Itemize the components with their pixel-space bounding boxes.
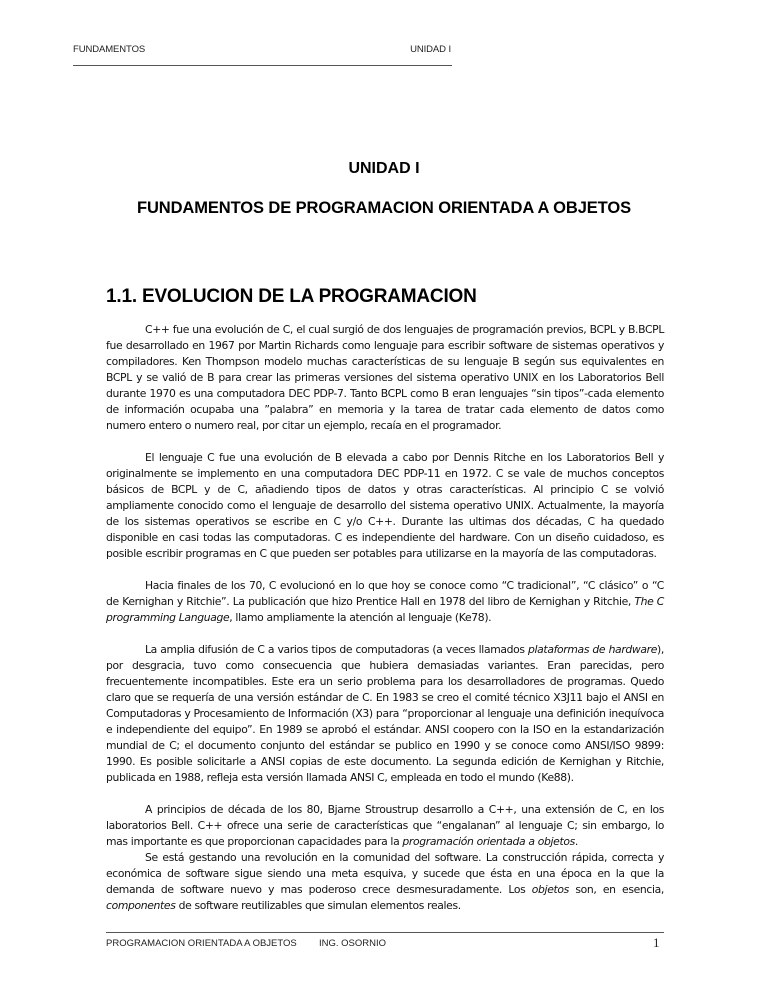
- body-text: [106, 322, 664, 914]
- running-footer-author: ING. OSORNIO: [319, 938, 387, 949]
- paragraph: A principios de década de los 80, Bjarne Stroustrup desarrollo a C++, una extensión de C, en los laboratorios Bell. C++ ofrece una serie de características que “engalanan” al lenguaje C; sin embargo, lo mas importante es que proporcionan capacidades para la programación orientada a objetos.: [106, 803, 664, 848]
- paragraph: La amplia difusión de C a varios tipos de computadoras (a veces llamados plataformas de hardware), por desgracia, tuvo como consecuencia que hubiera demasiadas variantes. Eran parecidas, pero frecuentemente incompatibles. Este era un serio problema para los desarrolladores de programas. Quedo claro que se requería de una versión estándar de C. En 1983 se creo el comité técnico X3J11 bajo el ANSI en Computadoras y Procesamiento de Información (X3) para “proporcionar al lenguaje una definición inequívoca e independiente del equipo”. En 1989 se aprobó el estándar. ANSI coopero con la ISO en la estandarización mundial de C; el documento conjunto del estándar se publico en 1990 y se conoce como ANSI/ISO 9899: 1990. Es posible solicitarle a ANSI copias de este documento. La segunda edición de Kernighan y Ritchie, publicada en 1988, refleja esta versión llamada ANSI C, empleada en todo el mundo (Ke88).: [106, 643, 664, 784]
- emphasized-term: componentes: [106, 899, 176, 912]
- running-header-left: FUNDAMENTOS: [73, 44, 146, 55]
- paragraph: Se está gestando una revolución en la comunidad del software. La construcción rápida, correcta y económica de software sigue siendo una meta esquiva, y sucede que ésta en una época en la que la demanda de software nuevo y mas poderoso crece desmesuradamente. Los objetos son, en esencia, componentes de software reutilizables que simulan elementos reales.: [106, 851, 664, 912]
- footer-divider: [106, 932, 664, 933]
- emphasized-term: plataformas de hardware: [528, 643, 658, 656]
- header-divider: [73, 65, 452, 66]
- section-heading: 1.1. EVOLUCION DE LA PROGRAMACION: [106, 286, 477, 307]
- paragraph: Hacia finales de los 70, C evolucionó en lo que hoy se conoce como “C tradicional”, “C clásico” o “C de Kernighan y Ritchie”. La publicación que hizo Prentice Hall en 1978 del libro de Kernighan y Ritchie, The C programming Language, llamo ampliamente la atención al lenguaje (Ke78).: [106, 579, 664, 624]
- unit-title: UNIDAD I: [348, 160, 420, 177]
- running-footer-title: PROGRAMACION ORIENTADA A OBJETOS: [106, 938, 297, 949]
- running-header-right: UNIDAD I: [410, 44, 451, 55]
- paragraph: El lenguaje C fue una evolución de B elevada a cabo por Dennis Ritche en los Laboratorios Bell y originalmente se implemento en una computadora DEC PDP-11 en 1972. C se vale de muchos conceptos básicos de BCPL y de C, añadiendo tipos de datos y otras características. Al principio C se volvió ampliamente conocido como el lenguaje de desarrollo del sistema operativo UNIX. Actualmente, la mayoría de los sistemas operativos se escribe en C y/o C++. Durante las ultimas dos décadas, C ha quedado disponible en casi todas las computadoras. C es independiente del hardware. Con un diseño cuidadoso, es posible escribir programas en C que pueden ser potables para utilizarse en la mayoría de las computadoras.: [106, 451, 664, 560]
- chapter-title: FUNDAMENTOS DE PROGRAMACION ORIENTADA A OBJETOS: [137, 199, 631, 217]
- emphasized-term: The C programming Language: [106, 595, 664, 624]
- paragraph: C++ fue una evolución de C, el cual surgió de dos lenguajes de programación previos, BCPL y B.BCPL fue desarrollado en 1967 por Martin Richards como lenguaje para escribir software de sistemas operativos y compiladores. Ken Thompson modelo muchas características de su lenguaje B según sus equivalentes en BCPL y se valió de B para crear las primeras versiones del sistema operativo UNIX en los Laboratorios Bell durante 1970 es una computadora DEC PDP-7. Tanto BCPL como B eran lenguajes “sin tipos”-cada elemento de información ocupaba una ”palabra” en memoria y la tarea de tratar cada elemento de datos como numero entero o numero real, por citar un ejemplo, recaía en el programador.: [106, 323, 664, 432]
- emphasized-term: objetos: [531, 883, 569, 896]
- page-number: 1: [653, 935, 660, 950]
- emphasized-term: programación orientada a objetos: [402, 835, 575, 848]
